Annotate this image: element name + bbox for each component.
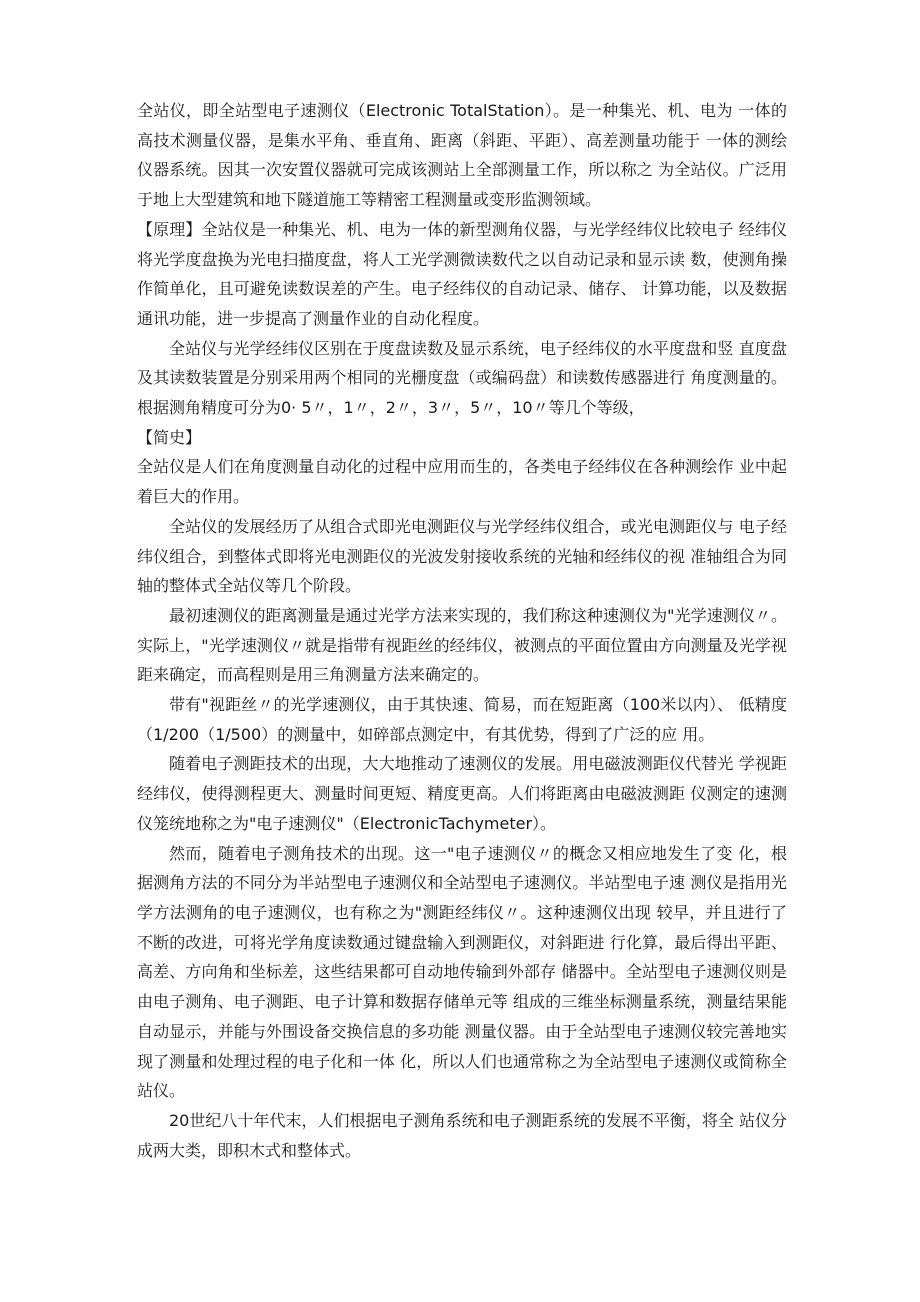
paragraph-history-4: 带有"视距丝〃的光学速测仪，由于其快速、简易，而在短距离（100米以内）、 低精度（1/200（1/500）的测量中，如碎部点测定中，有其优势，得到了广泛的应 用。 <box>137 695 787 744</box>
paragraph-history-6: 然而，随着电子测角技术的出现。这一"电子速测仪〃的概念又相应地发生了变 化，根据测角方法的不同分为半站型电子速测仪和全站型电子速测仪。半站型电子速 测仪是指用光学方法测角的电子速测仪，也有称之为"测距经纬仪〃。这种速测仪出现 较早，并且进行了不断的改进，可将光学角度读数通过键盘输入到测距仪，对斜距进 行化算，最后得出平距、高差、方向角和坐标差，这些结果都可自动地传输到外部存 储器中。全站型电子速测仪则是由电子测角、电子测距、电子计算和数据存储单元等 组成的三维坐标测量系统，测量结果能自动显示，并能与外围设备交换信息的多功能 测量仪器。由于全站型电子速测仪较完善地实现了测量和处理过程的电子化和一体 化，所以人们也通常称之为全站型电子速测仪或简称全站仪。 <box>137 843 787 1101</box>
paragraph-intro: 全站仪，即全站型电子速测仪（Electronic TotalStation）。是一种集光、机、电为 一体的高技术测量仪器，是集水平角、垂直角、距离（斜距、平距）、高差测量功能于 一体的测绘仪器系统。因其一次安置仪器就可完成该测站上全部测量工作，所以称之 为全站仪。广泛用于地上大型建筑和地下隧道施工等精密工程测量或变形监测领域。 <box>137 101 787 210</box>
paragraph-history-5: 随着电子测距技术的出现，大大地推动了速测仪的发展。用电磁波测距仪代替光 学视距经纬仪，使得测程更大、测量时间更短、精度更高。人们将距离由电磁波测距 仪测定的速测仪笼统地称之为"电子速测仪"（ElectronicTachymeter）。 <box>137 754 787 833</box>
paragraph-principle: 【原理】全站仪是一种集光、机、电为一体的新型测角仪器，与光学经纬仪比较电子 经纬仪将光学度盘换为光电扫描度盘，将人工光学测微读数代之以自动记录和显示读 数，使测角操作简单化，且可避免读数误差的产生。电子经纬仪的自动记录、储存、 计算功能，以及数据通讯功能，进一步提高了测量作业的自动化程度。 <box>137 219 787 328</box>
document-body <box>137 96 787 1165</box>
paragraph-history-3: 最初速测仪的距离测量是通过光学方法来实现的，我们称这种速测仪为"光学速测仪〃。实际上，"光学速测仪〃就是指带有视距丝的经纬仪，被测点的平面位置由方向测量及光学视距来确定，而高程则是用三角测量方法来确定的。 <box>137 605 787 685</box>
history-heading: 【简史】 <box>137 427 202 447</box>
paragraph-history-1: 全站仪是人们在角度测量自动化的过程中应用而生的，各类电子经纬仪在各种测绘作 业中起着巨大的作用。 <box>137 457 787 507</box>
paragraph-difference: 全站仪与光学经纬仪区别在于度盘读数及显示系统，电子经纬仪的水平度盘和竖 直度盘及其读数装置是分别采用两个相同的光栅度盘（或编码盘）和读数传感器进行 角度测量的。根据测角精度可分为0· 5〃，1〃，2〃，3〃，5〃，10〃等几个等级， <box>137 338 787 418</box>
paragraph-history-7: 20世纪八十年代末，人们根据电子测角系统和电子测距系统的发展不平衡，将全 站仪分成两大类，即积木式和整体式。 <box>137 1110 787 1160</box>
paragraph-history-2: 全站仪的发展经历了从组合式即光电测距仪与光学经纬仪组合，或光电测距仪与 电子经纬仪组合，到整体式即将光电测距仪的光波发射接收系统的光轴和经纬仪的视 准轴组合为同轴的整体式全站仪等几个阶段。 <box>137 516 787 596</box>
